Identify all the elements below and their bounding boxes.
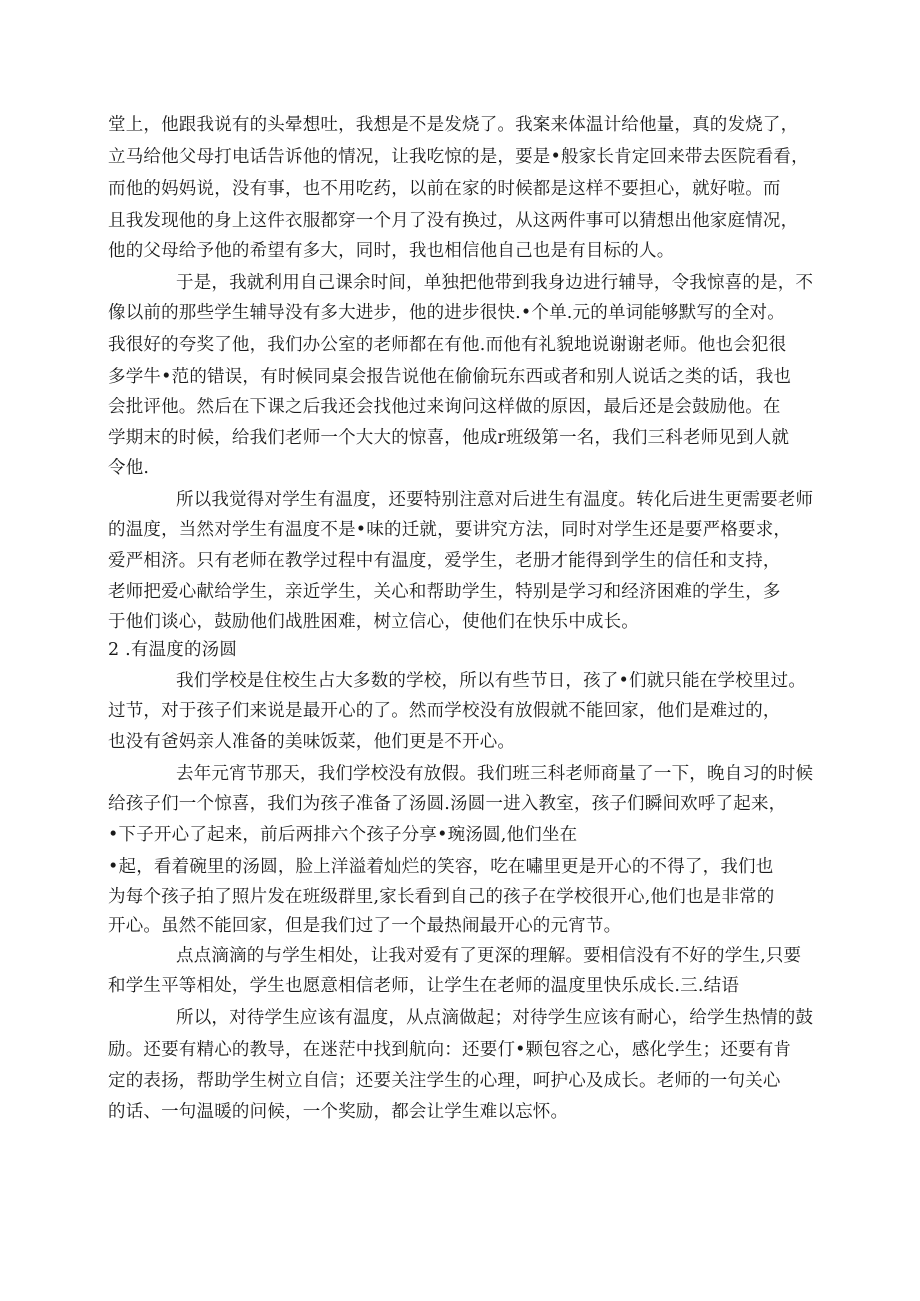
text-line: 会批评他。然后在下课之后我还会找他过来询问这样做的原因，最后还是会鼓励他。在 (108, 397, 781, 417)
text-line: 而他的妈妈说，没有事，也不用吃药，以前在家的时候都是这样不要担心，就好啦。而 (108, 179, 781, 199)
text-line: 堂上，他跟我说有的头晕想吐，我想是不是发烧了。我案来体温计给他量，真的发烧了， (108, 115, 799, 135)
text-line: 像以前的那些学生辅导没有多大进步，他的进步很快.•个单.元的单词能够默写的全对。 (108, 303, 785, 323)
text-line: 爱严相济。只有老师在教学过程中有温度，爱学生，老册才能得到学生的信任和支持， (108, 551, 781, 571)
text-line: 我很好的夸奖了他，我们办公室的老师都在有他.而他有礼貌地说谢谢老师。他也会犯很 (108, 335, 787, 355)
text-line: 的话、一句温暖的问候，一个奖励，都会让学生难以忘怀。 (108, 1102, 569, 1122)
text-line: 定的表扬，帮助学生树立自信；还要关注学生的心理，呵护心及成长。老师的一句关心 (108, 1071, 781, 1091)
text-line: 他的父母给予他的希望有多大，同时，我也相信他自己也是有目标的人。 (108, 241, 675, 261)
text-line: •起，看着碗里的汤圆，脸上洋溢着灿烂的笑容，吃在嘯里更是开心的不得了，我们也 (108, 857, 774, 877)
text-line: •下子开心了起来，前后两排六个孩子分享•琬汤圆,他们坐在 (108, 825, 578, 845)
text-line: 所以我觉得对学生有温度，还要特别注意对后进生有温度。转化后进生更需要老师 (176, 490, 814, 510)
text-line: 去年元宵节那天，我们学校没有放假。我们班三科老师商量了一下，晚自习的时候 (176, 764, 814, 784)
text-line: 令他. (108, 458, 150, 478)
text-line: 于是，我就利用自己课余时间，单独把他带到我身边进行辅导，令我惊喜的是，不 (176, 273, 814, 293)
text-line: 于他们谈心，鼓励他们战胜困难，树立信心，使他们在快乐中成长。 (108, 612, 639, 632)
text-line: 和学生平等相处，学生也愿意相信老师，让学生在老师的温度里快乐成长.三.结语 (108, 976, 740, 996)
text-line: 且我发现他的身上这件衣服都穿一个月了没有换过，从这两件事可以猜想出他家庭情况， (108, 211, 799, 231)
text-line: 多学牛•范的错误，有时候同桌会报告说他在偷偷玩东西或者和别人说话之类的话，我也 (108, 367, 792, 387)
text-line: 我们学校是住校生占大多数的学校，所以有些节日，孩了•们就只能在学校里过。 (176, 671, 807, 691)
text-line: 励。还要有精心的教导，在迷茫中找到航向：还要仃•颗包容之心，感化学生；还要有肯 (108, 1040, 792, 1060)
text-line: 开心。虽然不能回家，但是我们过了一个最热闹最开心的元宵节。 (108, 916, 622, 936)
section-heading: 2 .有温度的汤圆 (108, 640, 238, 660)
text-line: 老师把爱心献给学生，亲近学生，关心和帮助学生，特别是学习和经济困难的学生，多 (108, 582, 781, 602)
text-line: 的温度，当然对学生有温度不是•味的迁就，要讲究方法，同时对学生还是要严格要求， (108, 520, 792, 540)
text-line: 学期末的时候，给我们老师一个大大的惊喜，他成r班级第一名，我们三科老师见到人就 (108, 428, 790, 448)
text-line: 也没有爸妈亲人准备的美味饭菜，他们更是不开心。 (108, 732, 516, 752)
text-line: 过节，对于孩子们来说是最开心的了。然而学校没有放假就不能回家，他们是难过的， (108, 701, 781, 721)
text-line: 所以，对待学生应该有温度，从点滴做起；对待学生应该有耐心，给学生热情的鼓 (176, 1008, 814, 1028)
text-line: 为每个孩子拍了照片发在班级群里,家长看到自己的孩子在学校很开心,他们也是非常的 (108, 887, 775, 907)
text-line: 立马给他父母打电话告诉他的情况，让我吃惊的是，要是•般家长肯定回来带去医院看看， (108, 147, 809, 167)
text-line: 点点滴滴的与学生相处，让我对爱有了更深的理解。要相信没有不好的学生,只要 (176, 946, 802, 966)
text-line: 给孩子们一个惊喜，我们为孩子准备了汤圆.汤圆一进入教室，孩子们瞬间欢呼了起来， (108, 794, 787, 814)
